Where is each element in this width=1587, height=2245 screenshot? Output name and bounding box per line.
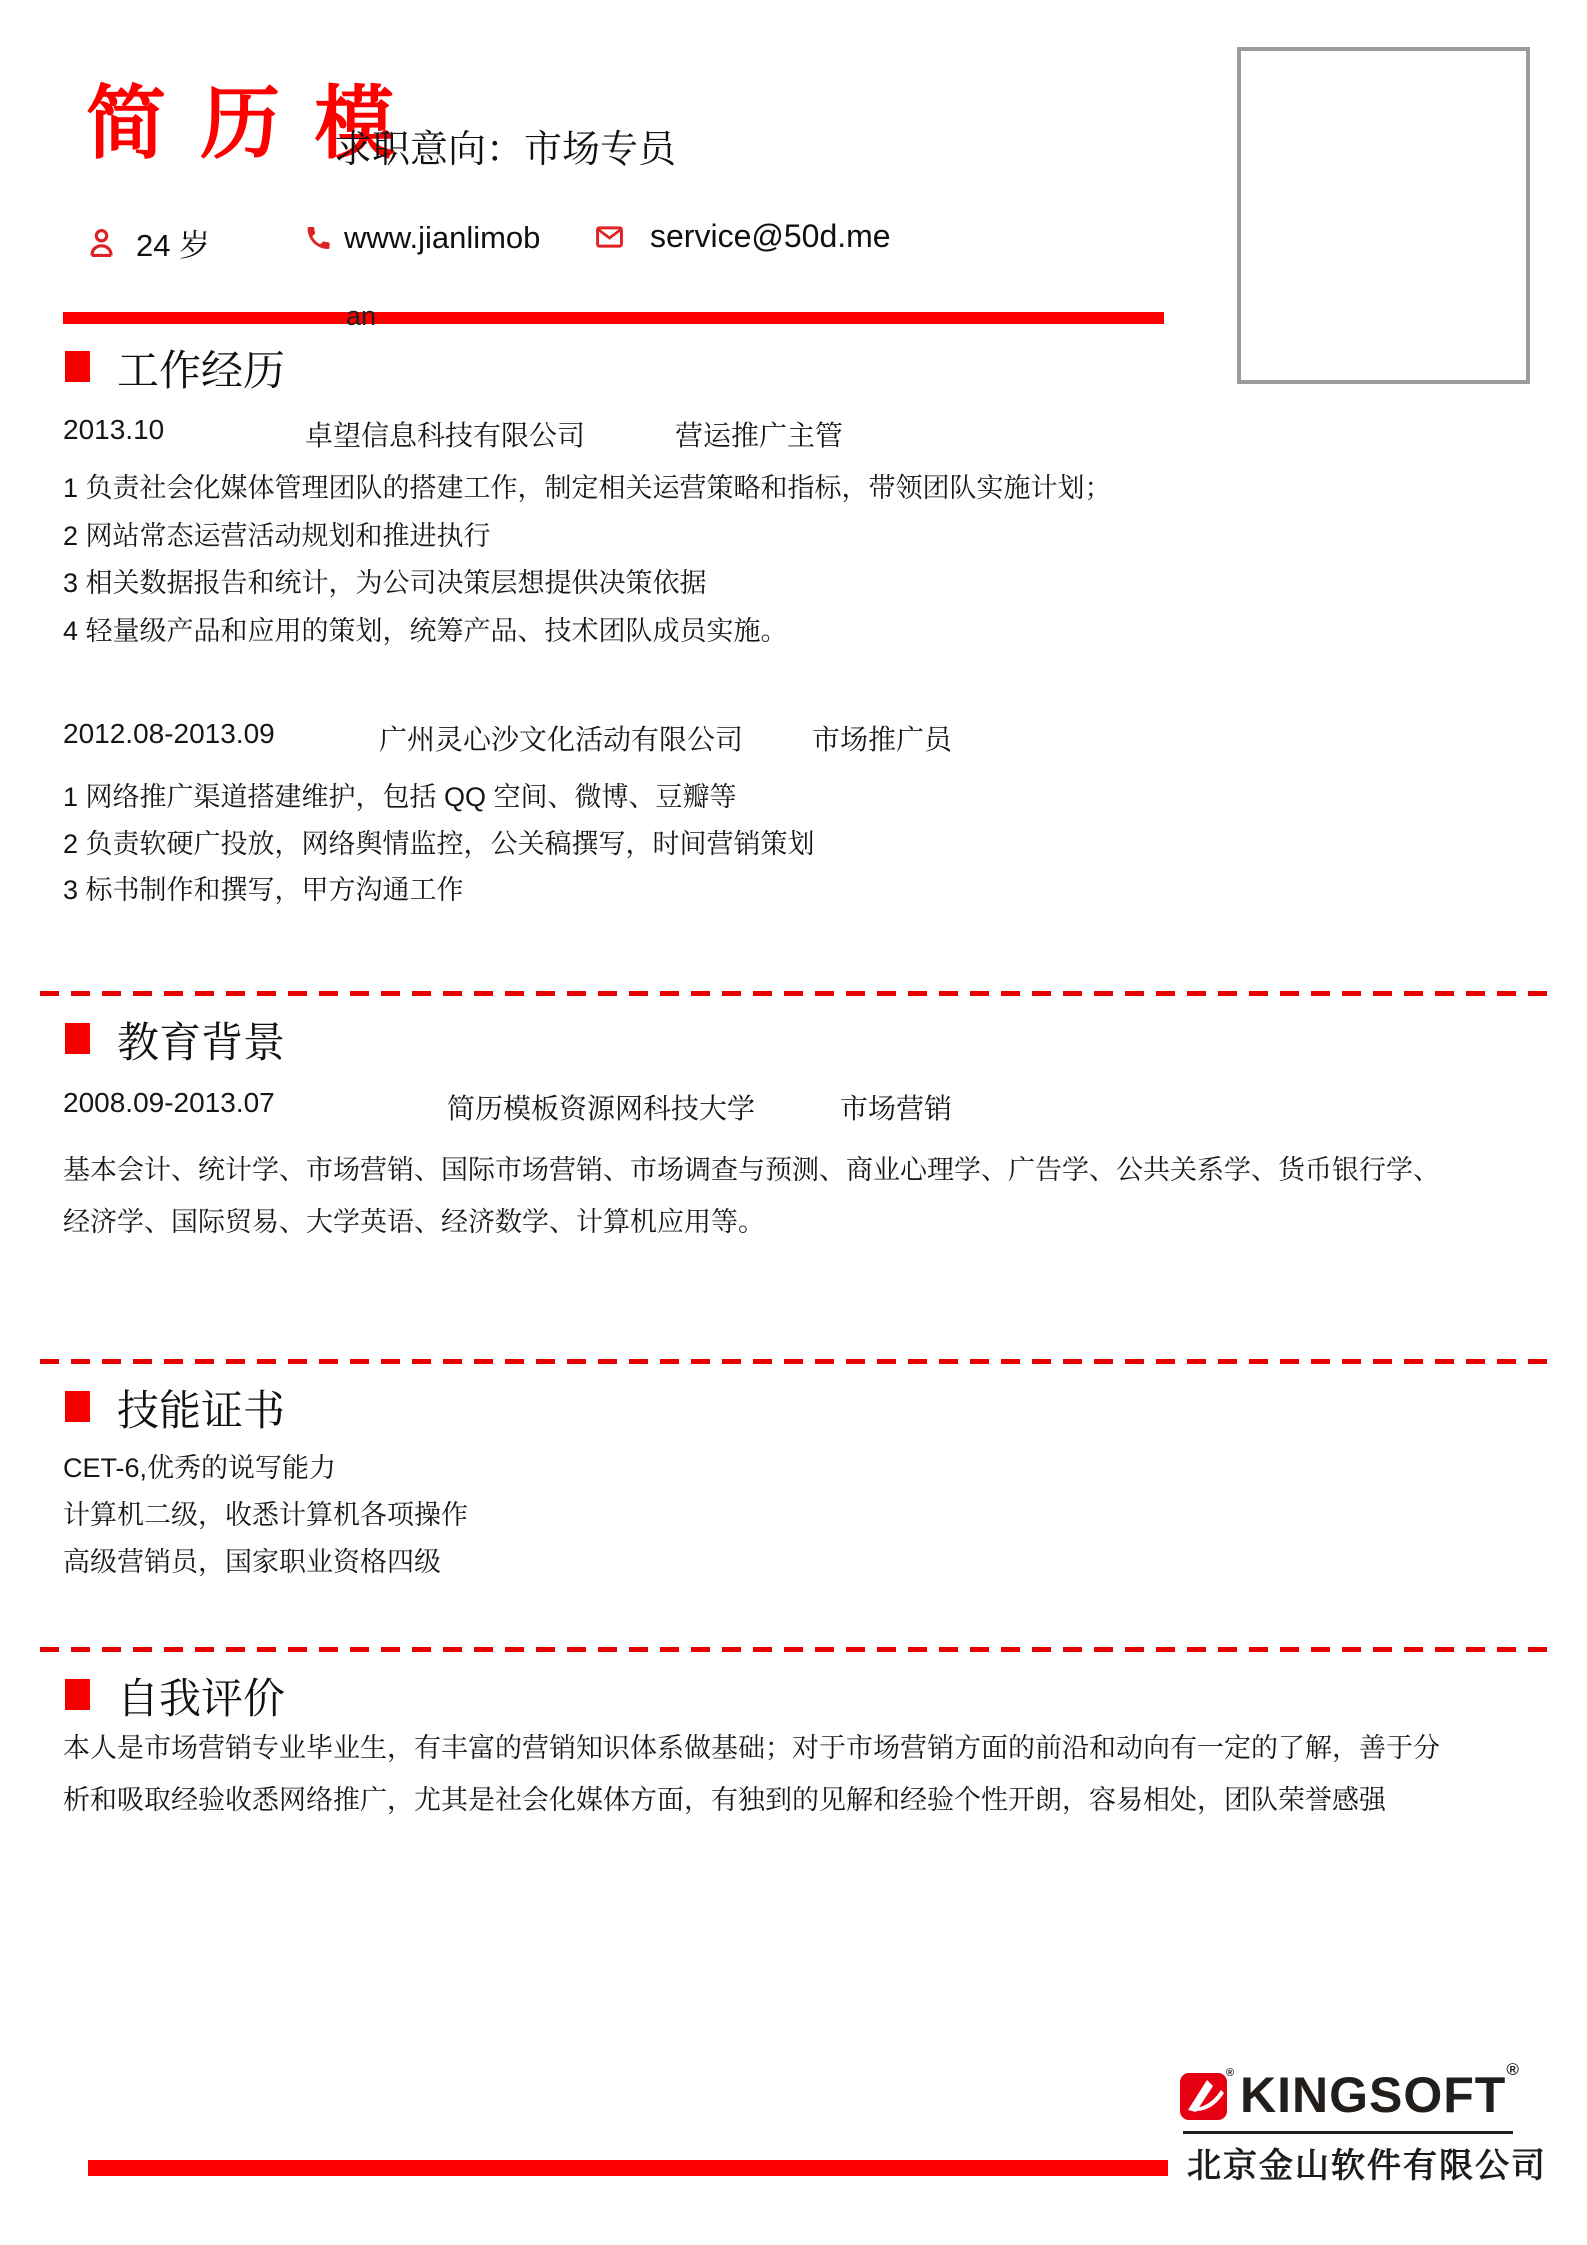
work-company: 广州灵心沙文化活动有限公司: [379, 724, 744, 755]
education-courses: [63, 1148, 1440, 1252]
evaluation-line: 本人是市场营销专业毕业生，有丰富的营销知识体系做基础；对于市场营销方面的前沿和动向有一定的了解，善于分: [63, 1733, 1440, 1763]
svg-text:®: ®: [1226, 2067, 1234, 2079]
job-intention-text: 求职意向：市场专员: [334, 129, 677, 171]
education-major: 市场营销: [840, 1093, 953, 1124]
section-bullet-square: [65, 351, 90, 382]
section-title-education: 教育背景: [117, 1019, 286, 1066]
contact-website: [304, 220, 540, 256]
work-period: 2013.10: [63, 414, 165, 445]
courses-line: 经济学、国际贸易、大学英语、经济数学、计算机应用等。: [63, 1207, 765, 1237]
skills-list: [63, 1446, 468, 1587]
phone-icon: [304, 224, 332, 252]
dashed-divider: [40, 1647, 1550, 1652]
section-title-work: 工作经历: [117, 347, 286, 394]
work-entry-header-2: [0, 718, 1587, 758]
education-school: 简历模板资源网科技大学: [447, 1093, 756, 1124]
skill-line: 计算机二级，收悉计算机各项操作: [63, 1500, 468, 1530]
work-duties-1: [63, 466, 1112, 656]
section-header-work: [65, 338, 285, 398]
registered-mark: ®: [1506, 2060, 1519, 2079]
contact-age: [88, 220, 210, 265]
website-text: www.jianlimob: [344, 220, 541, 255]
evaluation-line: 析和吸取经验收悉网络推广，尤其是社会化媒体方面，有独到的见解和经验个性开朗，容易相处，团队荣誉感强: [63, 1785, 1386, 1815]
dashed-divider: [40, 991, 1550, 996]
dashed-divider: [40, 1359, 1550, 1364]
duty-line: 2 负责软硬广投放，网络舆情监控，公关稿撰写，时间营销策划: [63, 828, 815, 859]
duty-line: 4 轻量级产品和应用的策划，统筹产品、技术团队成员实施。: [63, 615, 788, 646]
education-period: 2008.09-2013.07: [63, 1087, 275, 1118]
section-bullet-square: [65, 1679, 90, 1710]
skill-line: CET-6,优秀的说写能力: [63, 1453, 337, 1483]
email-text: service@50d.me: [650, 218, 891, 254]
contact-email: [596, 218, 891, 255]
courses-line: 基本会计、统计学、市场营销、国际市场营销、市场调查与预测、商业心理学、广告学、公共关系学、货币银行学、: [63, 1155, 1440, 1185]
duty-line: 2 网站常态运营活动规划和推进执行: [63, 520, 491, 551]
person-icon: [88, 227, 115, 258]
red-divider-line-top: [63, 312, 1164, 324]
work-entry-header-1: [0, 414, 1587, 454]
skill-line: 高级营销员，国家职业资格四级: [63, 1547, 441, 1577]
duty-line: 1 网络推广渠道搭建维护，包括 QQ 空间、微博、豆瓣等: [63, 782, 737, 812]
red-divider-line-bottom: [88, 2160, 1168, 2176]
kingsoft-logo: [1180, 2060, 1519, 2124]
kingsoft-wordmark: KINGSOFT: [1240, 2067, 1507, 2123]
work-role: 市场推广员: [812, 724, 953, 755]
logo-underline: [1183, 2131, 1513, 2134]
work-company: 卓望信息科技有限公司: [305, 420, 586, 451]
section-bullet-square: [65, 1023, 90, 1054]
section-title-evaluation: 自我评价: [117, 1675, 286, 1722]
wrapped-url-fragment: an: [346, 301, 377, 331]
section-header-skills: [65, 1378, 285, 1438]
duty-line: 1 负责社会化媒体管理团队的搭建工作，制定相关运营策略和指标，带领团队实施计划；: [63, 473, 1112, 503]
duty-line: 3 相关数据报告和统计，为公司决策层想提供决策依据: [63, 568, 707, 598]
envelope-icon: [596, 226, 623, 248]
footer-company-name: 北京金山软件有限公司: [1187, 2147, 1547, 2185]
photo-placeholder: [1237, 47, 1530, 384]
work-period: 2012.08-2013.09: [63, 718, 275, 749]
resume-logo-title: 简 历 模: [86, 79, 401, 168]
evaluation-paragraph: [63, 1726, 1440, 1830]
work-duties-2: [63, 775, 815, 915]
section-bullet-square: [65, 1391, 90, 1422]
age-text: 24 岁: [136, 228, 211, 263]
education-entry-header: [0, 1087, 1587, 1127]
section-header-evaluation: [65, 1666, 285, 1726]
kingsoft-logo-mark-icon: [1180, 2066, 1234, 2122]
work-role: 营运推广主管: [675, 420, 844, 451]
section-title-skills: 技能证书: [117, 1387, 286, 1434]
section-header-education: [65, 1010, 285, 1070]
duty-line: 3 标书制作和撰写，甲方沟通工作: [63, 875, 464, 905]
